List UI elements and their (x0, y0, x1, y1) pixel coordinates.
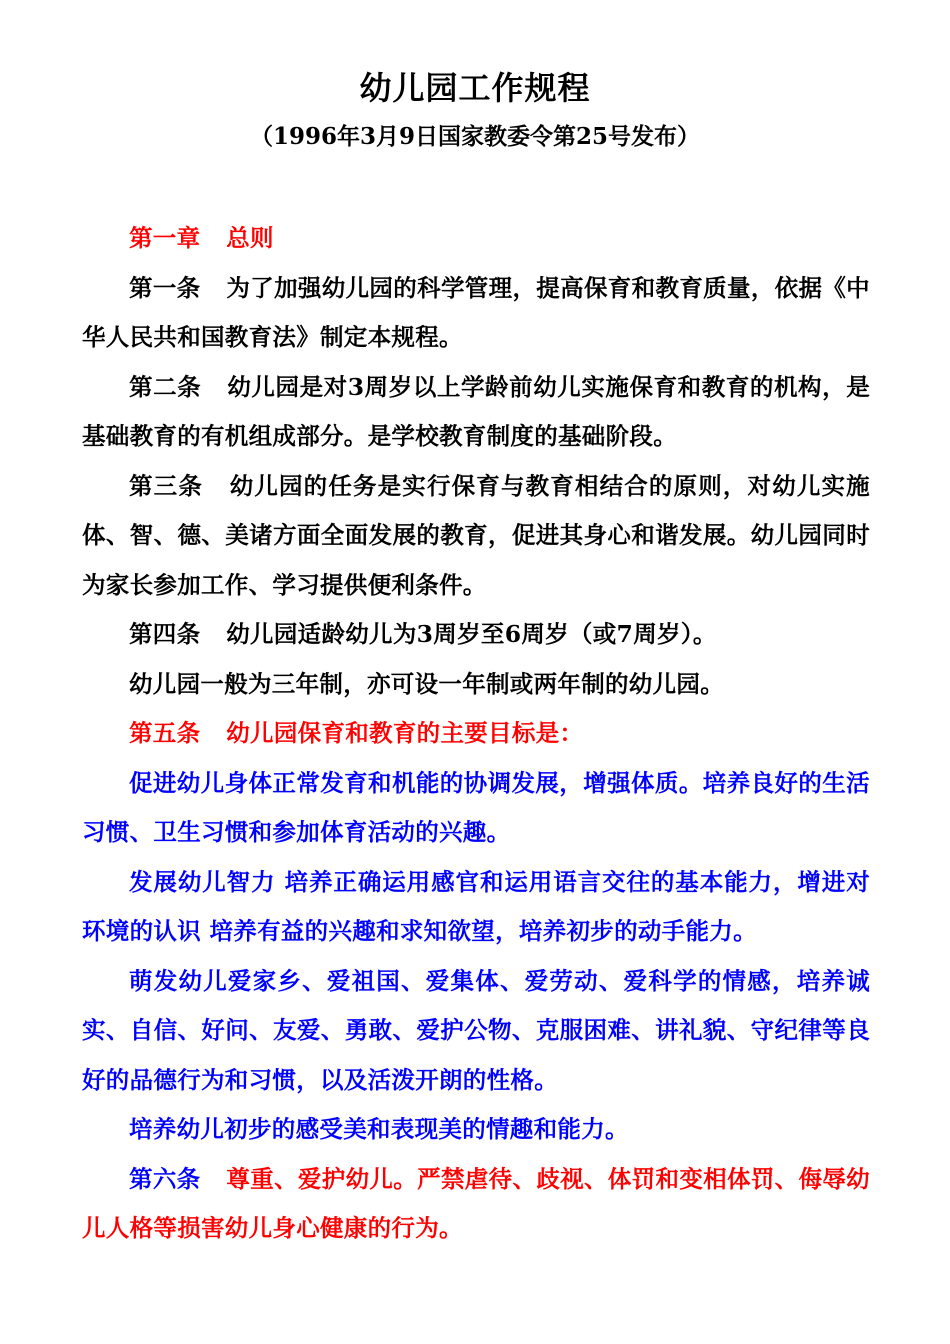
article-3 (82, 462, 870, 611)
document-title: 幼儿园工作规程 (359, 69, 591, 107)
article-1 (82, 264, 870, 363)
article-5-goal-2: 发展幼儿智力 培养正确运用感官和运用语言交往的基本能力，增进对环境的认识 培养有益的兴趣和求知欲望，培养初步的动手能力。 (82, 867, 870, 945)
article-5-goal-4: 培养幼儿初步的感受美和表现美的情趣和能力。 (129, 1115, 629, 1143)
article-6 (82, 1155, 870, 1254)
article-3-text: 幼儿园的任务是实行保育与教育相结合的原则，对幼儿实施体、智、德、美诸方面全面发展的教育，促进其身心和谐发展。幼儿园同时为家长参加工作、学习提供便利条件。 (82, 471, 870, 599)
article-2-label: 第二条 (129, 372, 202, 401)
chapter-name: 总则 (226, 224, 274, 252)
chapter-number: 第一章 (129, 224, 201, 252)
article-5 (82, 709, 870, 759)
article-5-label: 第五条 (129, 719, 201, 747)
article-5-text: 幼儿园保育和教育的主要目标是： (226, 719, 584, 747)
article-4 (82, 610, 870, 660)
article-4-note: 幼儿园一般为三年制，亦可设一年制或两年制的幼儿园。 (129, 669, 724, 698)
chapter-heading (82, 214, 870, 264)
article-4-label: 第四条 (129, 620, 201, 648)
document-body (82, 214, 870, 1254)
article-6-text: 尊重、爱护幼儿。严禁虐待、歧视、体罚和变相体罚、侮辱幼儿人格等损害幼儿身心健康的行为。 (82, 1164, 870, 1242)
article-4-text: 幼儿园适龄幼儿为3周岁至6周岁（或7周岁）。 (226, 620, 717, 648)
article-1-label: 第一条 (129, 273, 201, 302)
article-2-text: 幼儿园是对3周岁以上学龄前幼儿实施保育和教育的机构，是基础教育的有机组成部分。是学校教育制度的基础阶段。 (82, 372, 870, 450)
article-6-label: 第六条 (129, 1164, 201, 1193)
article-3-label: 第三条 (129, 471, 203, 500)
article-5-goal-3: 萌发幼儿爱家乡、爱祖国、爱集体、爱劳动、爱科学的情感，培养诚实、自信、好问、友爱、勇敢、爱护公物、克服困难、讲礼貌、守纪律等良好的品德行为和习惯，以及活泼开朗的性格。 (82, 966, 870, 1094)
article-5-goal-1: 促进幼儿身体正常发育和机能的协调发展，增强体质。培养良好的生活习惯、卫生习惯和参加体育活动的兴趣。 (82, 768, 870, 846)
document-subtitle: （1996年3月9日国家教委令第25号发布） (249, 123, 701, 150)
article-1-text: 为了加强幼儿园的科学管理，提高保育和教育质量，依据《中华人民共和国教育法》制定本规程。 (82, 273, 870, 351)
article-2 (82, 363, 870, 462)
